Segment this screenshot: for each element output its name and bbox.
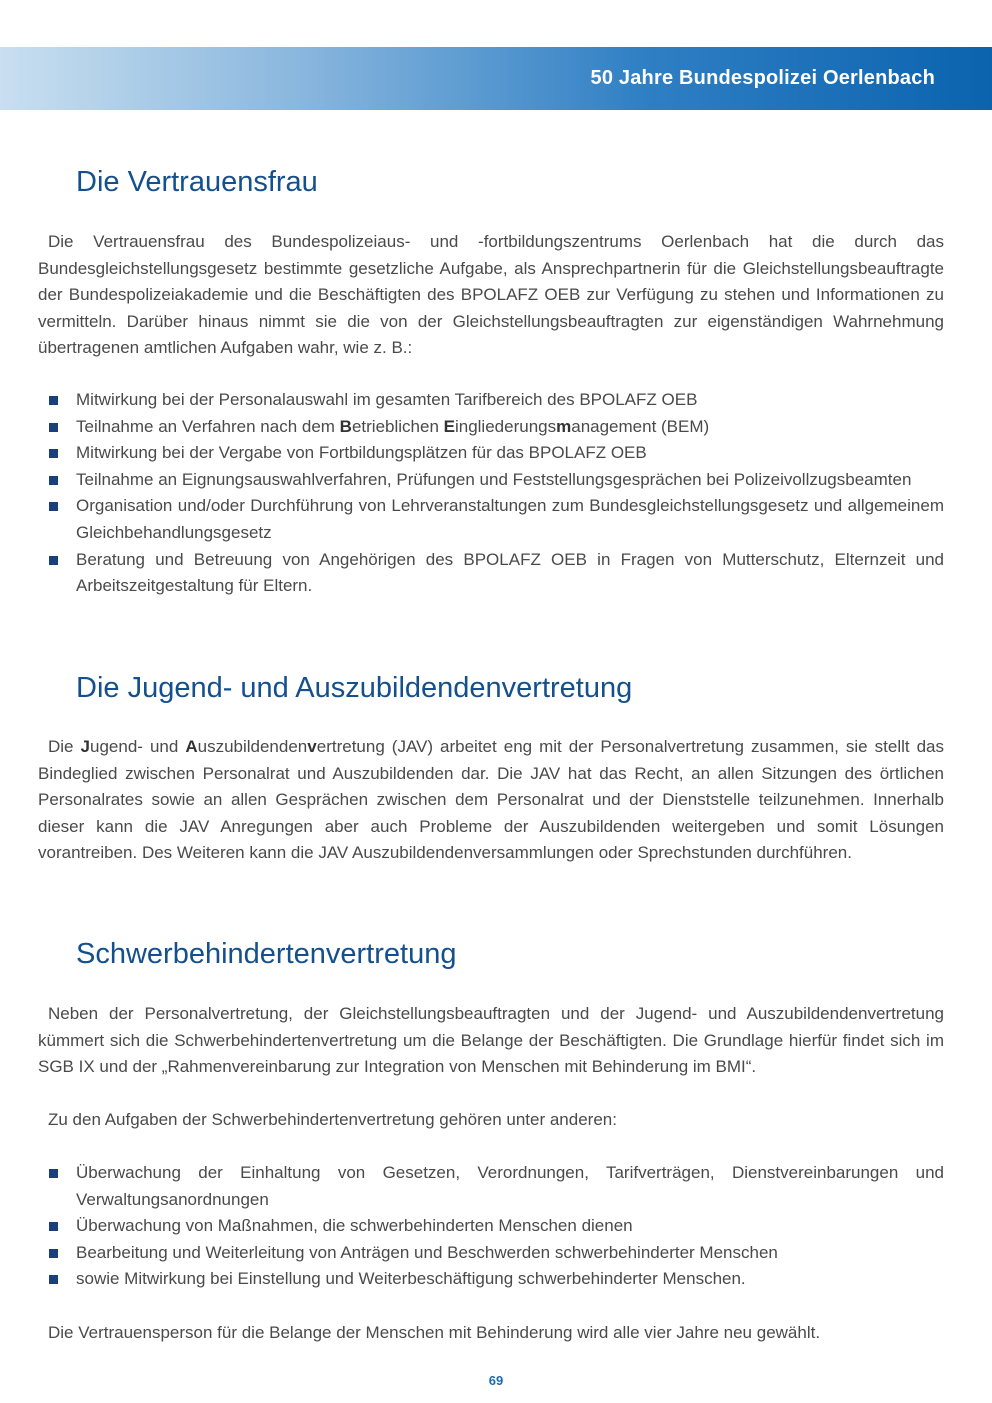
emphasis-letter: J xyxy=(80,737,90,756)
paragraph-text-part: ertretung (JAV) arbeitet eng mit der Personalvertretung zusammen, sie stellt das Bindeglied zwischen Personalrat und Auszubildenden dar. Die JAV hat das Recht, an allen Sitzungen des örtlichen Personalrates sowie an allen Gesprächen zwischen dem Personalrat und der Dienststelle teilzunehmen. Innerhalb dieser kann die JAV Anregungen aber auch Probleme der Auszubildenden weitergeben und somit Lösungen vorantreiben. Des Weiteren kann die JAV Auszubildendenversammlungen oder Sprechstunden durchführen. xyxy=(38,737,945,863)
bullet-square-icon xyxy=(49,556,58,565)
list-item-text: Beratung und Betreuung von Angehörigen des BPOLAFZ OEB in Fragen von Mutterschutz, Elternzeit und Arbeitszeitgestaltung für Eltern. xyxy=(76,549,944,596)
page-number: 69 xyxy=(488,1373,504,1388)
heading-schwerbehindertenvertretung: Schwerbehindertenvertretung xyxy=(76,938,457,970)
paragraph-schwerbehinderten-wahl: Die Vertrauensperson für die Belange der Menschen mit Behinderung wird alle vier Jahre neu gewählt. xyxy=(48,1323,821,1342)
list-item-text: Teilnahme an Eignungsauswahlverfahren, Prüfungen und Feststellungsgesprächen bei Polizeivollzugsbeamten xyxy=(76,469,912,489)
bullet-square-icon xyxy=(49,423,58,432)
emphasis-letter: B xyxy=(339,416,352,436)
list-item xyxy=(48,1266,944,1293)
bullet-square-icon xyxy=(49,1222,58,1231)
paragraph-text-part: Die xyxy=(48,737,81,756)
list-item-text: sowie Mitwirkung bei Einstellung und Weiterbeschäftigung schwerbehinderter Menschen. xyxy=(76,1269,746,1289)
list-item-text-part: Teilnahme an Verfahren nach dem xyxy=(76,416,340,436)
paragraph-schwerbehinderten-intro: Neben der Personalvertretung, der Gleichstellungsbeauftragten und der Jugend- und Auszubildendenvertretung kümmert sich die Schwerbehindertenvertretung um die Belange der Beschäftigten. Die Grundlage hierfür findet sich im SGB IX und der „Rahmenvereinbarung zur Integration von Menschen mit Behinderung im BMI“. xyxy=(38,1004,944,1077)
list-item xyxy=(48,1213,944,1240)
paragraph-text-part: ugend- und xyxy=(90,737,186,756)
paragraph-jav xyxy=(38,734,944,867)
list-item xyxy=(48,1160,944,1213)
bullet-square-icon xyxy=(49,1275,58,1284)
heading-vertrauensfrau: Die Vertrauensfrau xyxy=(76,166,318,198)
list-item-text-part: ingliederungs xyxy=(454,416,557,436)
header-title: 50 Jahre Bundespolizei Oerlenbach xyxy=(590,67,935,89)
list-item xyxy=(48,440,944,467)
list-item-text: Bearbeitung und Weiterleitung von Anträgen und Beschwerden schwerbehinderter Menschen xyxy=(76,1242,778,1262)
emphasis-letter: m xyxy=(556,416,572,436)
bullet-square-icon xyxy=(49,396,58,405)
bullet-square-icon xyxy=(49,1249,58,1258)
list-item xyxy=(48,387,944,414)
heading-jav: Die Jugend- und Auszubildendenvertretung xyxy=(76,672,633,704)
list-item xyxy=(48,1240,944,1267)
list-item xyxy=(48,467,944,494)
list-item xyxy=(48,547,944,600)
paragraph-text-part: uszubildenden xyxy=(197,737,308,756)
list-item-text: Organisation und/oder Durchführung von Lehrveranstaltungen zum Bundesgleichstellungsgesetz und allgemeinem Gleichbehandlungsgesetz xyxy=(76,496,944,542)
list-item xyxy=(48,414,944,441)
bullet-square-icon xyxy=(49,449,58,458)
bullet-square-icon xyxy=(49,476,58,485)
emphasis-letter: E xyxy=(443,416,455,436)
list-item-text: Mitwirkung bei der Personalauswahl im gesamten Tarifbereich des BPOLAFZ OEB xyxy=(76,390,698,409)
emphasis-letter: v xyxy=(307,737,317,756)
list-item-text-part: etrieblichen xyxy=(351,416,444,436)
paragraph-vertrauensfrau-intro: Die Vertrauensfrau des Bundespolizeiaus- und -fortbildungszentrums Oerlenbach hat die durch das Bundesgleichstellungsgesetz bestimmte gesetzliche Aufgabe, als Ansprechpartnerin für die Gleichstellungsbeauftragte der Bundespolizeiakademie und die Beschäftigten des BPOLAFZ OEB zur Verfügung zu stehen und Informationen zu vermitteln. Darüber hinaus nimmt sie die von der Gleichstellungsbeauftragten zur eigenständigen Wahrnehmung übertragenen amtlichen Aufgaben wahr, wie z. B.: xyxy=(38,232,944,358)
paragraph-schwerbehinderten-aufgaben: Zu den Aufgaben der Schwerbehindertenvertretung gehören unter anderen: xyxy=(48,1110,617,1129)
emphasis-letter: A xyxy=(185,737,198,756)
list-item-text: Mitwirkung bei der Vergabe von Fortbildungsplätzen für das BPOLAFZ OEB xyxy=(76,443,647,463)
bullet-square-icon xyxy=(49,502,58,511)
list-item xyxy=(48,493,944,546)
bullet-list-schwerbehinderten xyxy=(48,1160,944,1293)
list-item-text-part: anagement (BEM) xyxy=(571,416,710,436)
header-band xyxy=(0,47,992,110)
bullet-square-icon xyxy=(49,1169,58,1178)
list-item-text: Überwachung von Maßnahmen, die schwerbehinderten Menschen dienen xyxy=(76,1216,633,1236)
bullet-list-vertrauensfrau xyxy=(48,387,944,600)
list-item-text: Überwachung der Einhaltung von Gesetzen, Verordnungen, Tarifverträgen, Dienstvereinbarungen und Verwaltungsanordnungen xyxy=(76,1163,944,1209)
